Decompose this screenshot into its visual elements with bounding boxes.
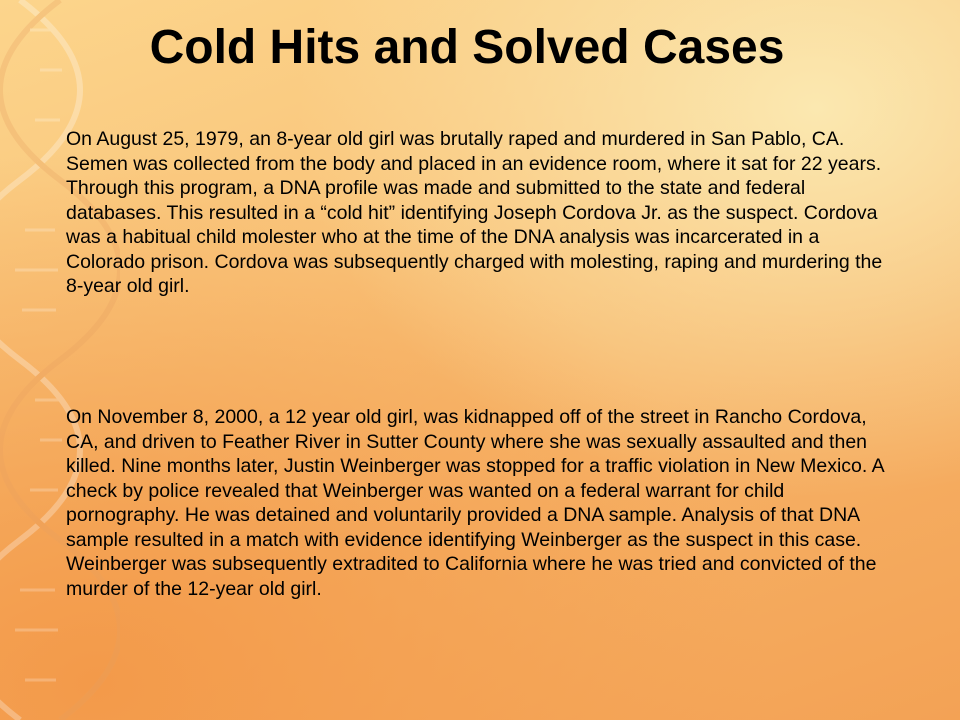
dna-helix-decoration xyxy=(0,0,120,720)
case-paragraph-2: On November 8, 2000, a 12 year old girl, was kidnapped off of the street in Rancho Cordova, CA, and driven to Feather River in Sutter County where she was sexually assaulted and then killed. Nine months later, Justin Weinberger was stopped for a traffic violation in New Mexico. A check by police revealed that Weinberger was wanted on a federal warrant for child pornography. He was detained and voluntarily provided a DNA sample. Analysis of that DNA sample resulted in a match with evidence identifying Weinberger as the suspect in this case. Weinberger was subsequently extradited to California where he was tried and convicted of the murder of the 12-year old girl. xyxy=(66,406,884,600)
slide-title: Cold Hits and Solved Cases xyxy=(149,21,785,74)
case-paragraph-1: On August 25, 1979, an 8-year old girl was brutally raped and murdered in San Pablo, CA. Semen was collected from the body and placed in an evidence room, where it sat for 22 years. Through this program, a DNA profile was made and submitted to the state and federal databases. This resulted in a “cold hit” identifying Joseph Cordova Jr. as the suspect. Cordova was a habitual child molester who at the time of the DNA analysis was incarcerated in a Colorado prison. Cordova was subsequently charged with molesting, raping and murdering the 8-year old girl. xyxy=(66,128,883,297)
